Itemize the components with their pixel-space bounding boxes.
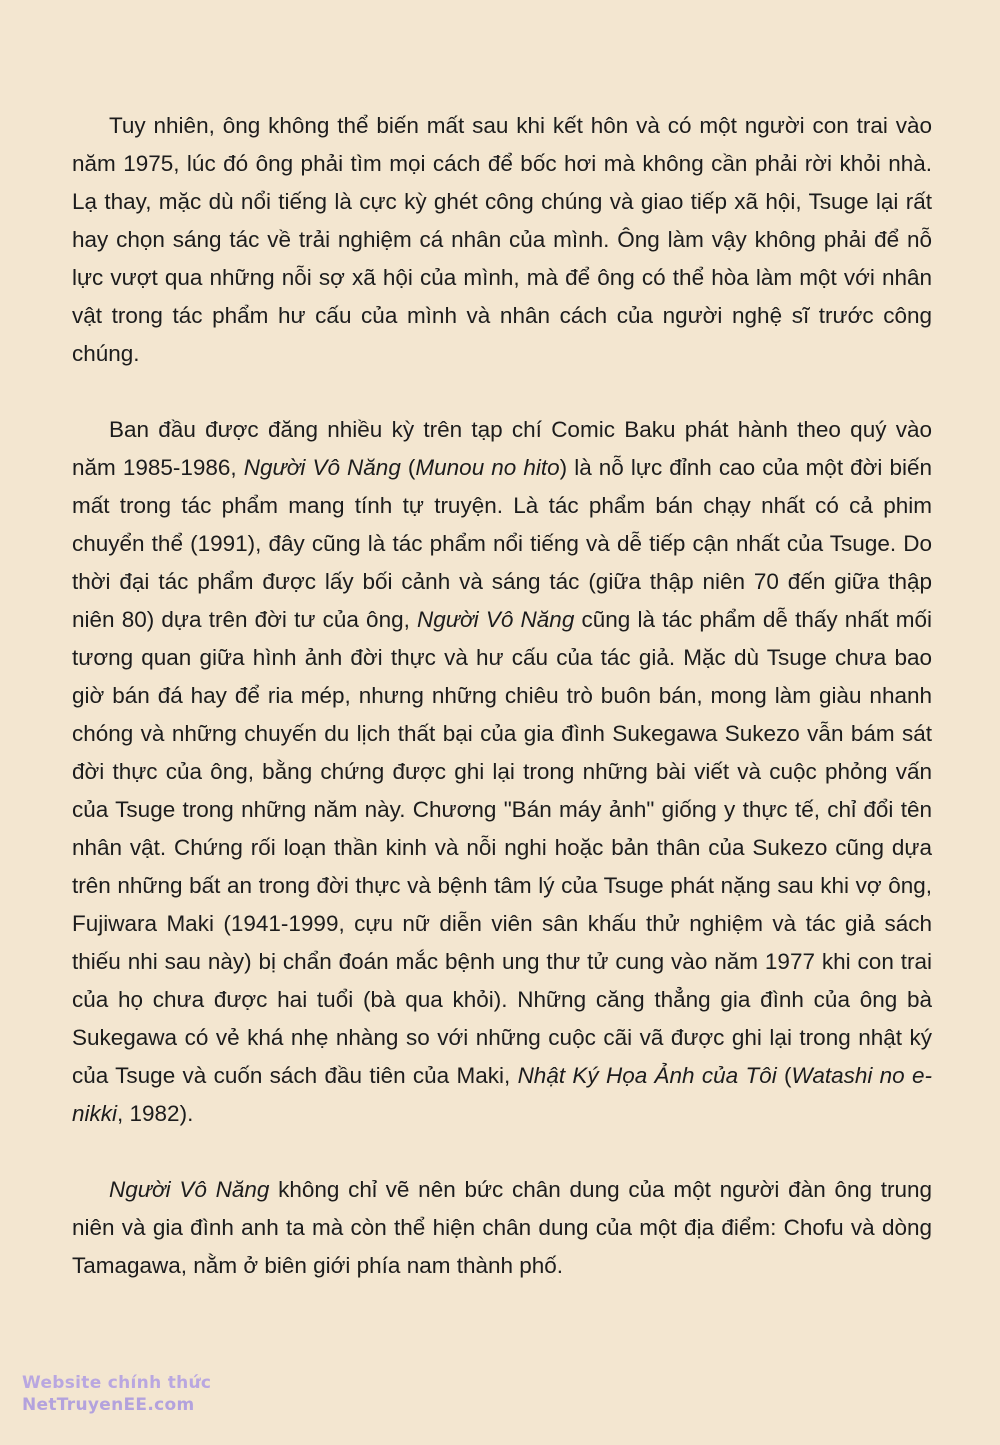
watermark-line-2: NetTruyenEE.com [22, 1395, 195, 1415]
site-watermark [22, 1372, 211, 1416]
paragraph-2 [72, 411, 932, 1133]
body-text: ( [776, 1063, 792, 1088]
italic-title-text: Người Vô Năng [109, 1177, 270, 1202]
italic-title-text: Nhật Ký Họa Ảnh của Tôi [517, 1063, 777, 1088]
document-body [72, 107, 932, 1285]
body-text: cũng là tác phẩm dễ thấy nhất mối tương quan giữa hình ảnh đời thực và hư cấu của tác giả. Mặc dù Tsuge chưa bao giờ bán đá hay để ria mép, nhưng những chiêu trò buôn bán, mong làm giàu nhanh chóng và những chuyến du lịch thất bại của gia đình Sukegawa Sukezo vẫn bám sát đời thực của ông, bằng chứng được ghi lại trong những bài viết và cuộc phỏng vấn của Tsuge trong những năm này. Chương "Bán máy ảnh" giống y thực tế, chỉ đổi tên nhân vật. Chứng rối loạn thần kinh và nỗi nghi hoặc bản thân của Sukezo cũng dựa trên những bất an trong đời thực và bệnh tâm lý của Tsuge phát nặng sau khi vợ ông, Fujiwara Maki (1941-1999, cựu nữ diễn viên sân khấu thử nghiệm và tác giả sách thiếu nhi sau này) bị chẩn đoán mắc bệnh ung thư tử cung vào năm 1977 khi con trai của họ chưa được hai tuổi (bà qua khỏi). Những căng thẳng gia đình của ông bà Sukegawa có vẻ khá nhẹ nhàng so với những cuộc cãi vã được ghi lại trong nhật ký của Tsuge và cuốn sách đầu tiên của Maki, [72, 607, 933, 1088]
italic-title-text: Munou no hito [415, 455, 560, 480]
watermark-line-1: Website chính thức [22, 1373, 212, 1393]
body-text: Tuy nhiên, ông không thể biến mất sau khi kết hôn và có một người con trai vào năm 1975, lúc đó ông phải tìm mọi cách để bốc hơi mà không cần phải rời khỏi nhà. Lạ thay, mặc dù nổi tiếng là cực kỳ ghét công chúng và giao tiếp xã hội, Tsuge lại rất hay chọn sáng tác về trải nghiệm cá nhân của mình. Ông làm vậy không phải để nỗ lực vượt qua những nỗi sợ xã hội của mình, mà để ông có thể hòa làm một với nhân vật trong tác phẩm hư cấu của mình và nhân cách của người nghệ sĩ trước công chúng. [72, 113, 932, 366]
body-text: , 1982). [117, 1101, 194, 1126]
italic-title-text: Watashi no e-nikki [72, 1063, 933, 1126]
body-text: ( [400, 455, 416, 480]
italic-title-text: Người Vô Năng [243, 455, 401, 480]
body-text: không chỉ vẽ nên bức chân dung của một người đàn ông trung niên và gia đình anh ta mà còn thể hiện chân dung của một địa điểm: Chofu và dòng Tamagawa, nằm ở biên giới phía nam thành phố. [72, 1177, 932, 1278]
body-text: ) là nỗ lực đỉnh cao của một đời biến mất trong tác phẩm mang tính tự truyện. Là tác phẩm bán chạy nhất có cả phim chuyển thể (1991), đây cũng là tác phẩm nổi tiếng và dễ tiếp cận nhất của Tsuge. Do thời đại tác phẩm được lấy bối cảnh và sáng tác (giữa thập niên 70 đến giữa thập niên 80) dựa trên đời tư của ông, [72, 455, 933, 632]
italic-title-text: Người Vô Năng [417, 607, 575, 632]
body-text: Ban đầu được đăng nhiều kỳ trên tạp chí Comic Baku phát hành theo quý vào năm 1985-1986, [72, 417, 932, 480]
paragraph-1 [72, 107, 932, 373]
paragraph-3 [72, 1171, 932, 1285]
